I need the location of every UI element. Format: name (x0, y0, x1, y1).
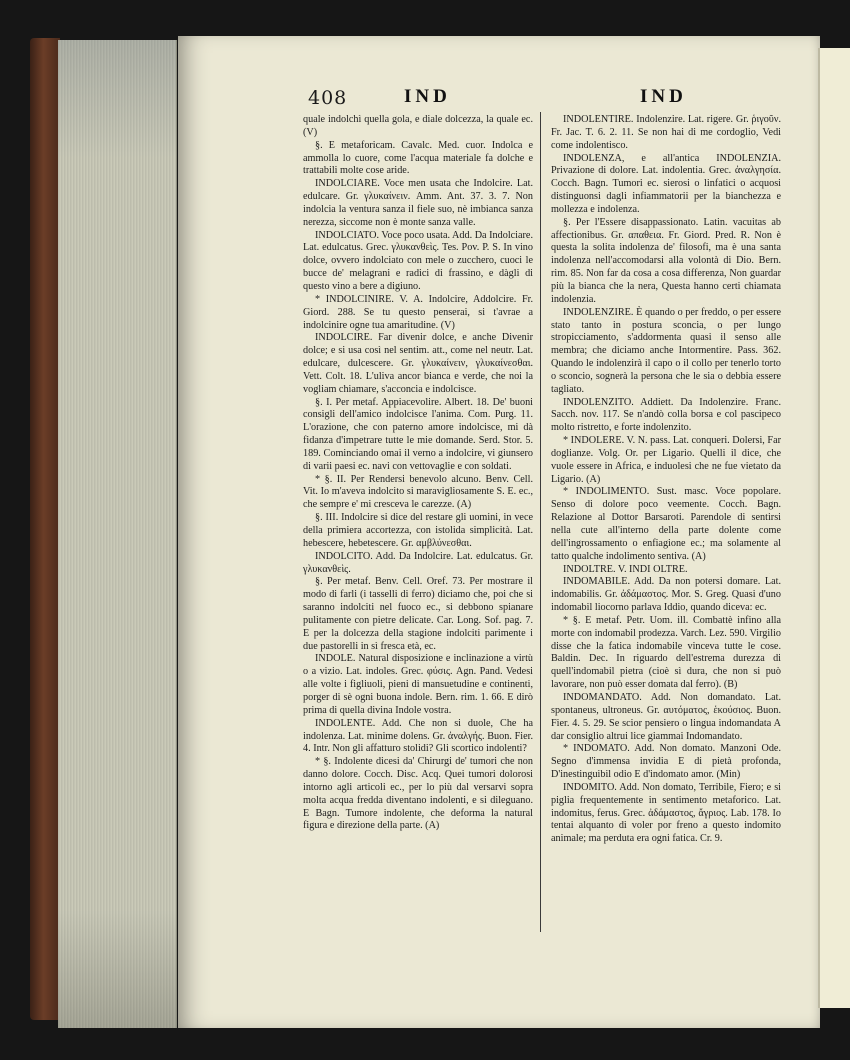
running-head-right: IND (640, 86, 687, 107)
left-column (303, 114, 533, 833)
entry-paragraph: INDOLENZITO. Addiett. Da Indolenzire. Franc. Sacch. nov. 117. Se n'andò colla borsa e col pascipeco molto ristretto, e forte indolenzito. (551, 396, 781, 434)
book-spine (30, 38, 60, 1020)
entry-paragraph: INDOLTRE. V. INDI OLTRE. (563, 563, 688, 575)
entry-paragraph: §. Per metaf. Benv. Cell. Oref. 73. Per mostrare il modo di farli (i tasselli di ferro) diciamo che, poi che si saranno indolciti nel fuoco ec., si debbono spianare pulitamente con pietre delicate. Car. Long. Sof. pag. 7. E per la dolcezza della stagione indolciti parimente i due pastorelli in sì fresca età, ec. (303, 576, 533, 652)
entry-paragraph: INDOMANDATO. Add. Non domandato. Lat. spontaneus, ultroneus. Gr. αυτόματος, ἑκούσιος. Buon. Fier. 4. 5. 29. Se scior pensiero o lingua indomandata A dar consiglio altrui lice giammai Indomandato. (551, 691, 781, 742)
entry-paragraph: INDOMITO. Add. Non domato, Terribile, Fiero; e si piglia frequentemente in sentimento metaforico. Lat. indomitus, ferus. Grec. ἀδάμαστος, ἄγριος. Lab. 178. Io tentai alquanto di voler por freno a questo indomito animale; ma perduta era ogni fatica. Cr. 9. (551, 781, 781, 845)
entry-paragraph: INDOMABILE. Add. Da non potersi domare. Lat. indomabilis. Gr. ἀδάμαστος. Mor. S. Greg. Quasi d'uno indomabil liocorno parlava Iddio, quando diceva: ec. (551, 576, 781, 614)
entry-paragraph: * §. II. Per Rendersi benevolo alcuno. Benv. Cell. Vit. Io m'aveva indolcito si maravigliosamente S. E. ec., che sempre e' mi cresceva le carezze. (A) (303, 473, 533, 511)
facing-page-edge (818, 48, 850, 1008)
entry-paragraph: INDOLCIRE. Far divenir dolce, e anche Divenir dolce; e si usa così nel sentim. att., come nel neutr. Lat. edulcare, dulcescere. Gr. γλυκαίνειν, γλυκαίνεσθαι. Vett. Colt. 18. L'uliva ancor bianca e verde, che noi la vogliam chiamare, s'acconcia e indolcisce. (303, 332, 533, 395)
entry-paragraph: * INDOLERE. V. N. pass. Lat. conqueri. Dolersi, Far doglianze. Volg. Or. per Ligario. Quelli il dice, che vuole essere in Africa, e induolesi che ne fue vietato da Ligario. (A) (551, 435, 781, 485)
entry-paragraph: INDOLE. Natural disposizione e inclinazione a virtù o a vizio. Lat. indoles. Grec. φύσις. Agn. Pand. Vedesi alle volte i figliuoli, pieni di mansuetudine e continenti, porger di sè ogni buona indole. Bern. rim. 1. 66. E dirò prima di quella divina Indole vostra. (303, 653, 533, 716)
column-divider (540, 112, 541, 932)
entry-paragraph: * INDOMATO. Add. Non domato. Manzoni Ode. Segno d'immensa invidia E di pietà profonda, D'inestinguibil odio E d'indomato amor. (Min) (551, 743, 781, 781)
entry-paragraph: * INDOLCINIRE. V. A. Indolcire, Addolcire. Fr. Giord. 288. Se tu questo penserai, si t'avrae a indolcinire ogne tua amaritudine. (V) (303, 293, 533, 331)
entry-paragraph: INDOLCIATO. Voce poco usata. Add. Da Indolciare. Lat. edulcatus. Grec. γλυκανθεὶς. Tes. Pov. P. S. In vino dolce, ovvero indolciato con mele o zucchero, cuoci le bucce de' melagrani e radici di frassino, e dàgli di questo vino a bere a digiuno. (303, 229, 533, 292)
entry-paragraph: §. E metaforicam. Cavalc. Med. cuor. Indolca e ammolla lo cuore, come l'acqua materiale fa dolche e trattabili molte cose aride. (303, 139, 533, 177)
entry-paragraph: INDOLENTE. Add. Che non si duole, Che ha indolenza. Lat. minime dolens. Gr. ἀναλγής. Buon. Fier. 4. Intr. Non gli affatturo stolidi? Gli scortico indolenti? (303, 717, 533, 755)
entry-paragraph: §. Per l'Essere disappassionato. Latin. vacuitas ab affectionibus. Gr. απαθεια. Fr. Giord. Pred. R. Non è questa la solita indolenza de' filosofi, ma è una santa indolenza nell'accomodarsi alla volontà di Dio. Bern. rim. 85. Non far da cosa a cosa differenza, Non guardar più la bianca che la nera, Questa hanno certi chiamata indolenzia. (551, 216, 781, 305)
page-number: 408 (308, 87, 348, 109)
entry-paragraph: * §. Indolente dicesi da' Chirurgi de' tumori che non danno dolore. Cocch. Disc. Acq. Quei tumori dolorosi intorno agli articoli ec., per lo più dal versarvi sopra molta acqua fredda diventano indolenti, e si dileguano. E Bagn. Tumore indolente, che deforma la natural figura e direzione della parte. (A) (303, 756, 533, 832)
entry-paragraph: * §. E metaf. Petr. Uom. ill. Combattè infino alla morte con indomabil prodezza. Varch. Lez. 590. Virgilio disse che la fatica indomabile vinceva tutte le cose. Baldin. Dec. In riguardo dell'estrema durezza di quell'indomabil pietra (cioè sì dura, che non si può lavorare, non può esser domata dal ferro). (B) (551, 614, 781, 691)
entry-paragraph: INDOLCITO. Add. Da Indolcire. Lat. edulcatus. Gr. γλυκανθεὶς. (303, 550, 533, 575)
entry-paragraph: INDOLENZIRE. È quando o per freddo, o per essere stato tanto in postura sconcia, o per lungo stropicciamento, s'addormenta quasi il senso alle membra; che diciamo anche Intormentire. Pass. 362. Quando le indolenzirà il capo o il collo per tenerlo torto o sconcio, sognerà la persona che le sia o debbia essere tagliato. (551, 306, 781, 395)
entry-paragraph: quale indolchì quella gola, e diale dolcezza, la quale ec. (V) (303, 114, 533, 138)
entry-paragraph: §. III. Indolcire si dice del restare gli uomini, in vece della primiera accortezza, con istolida simplicità. Lat. hebescere, hebetescere. Gr. αμβλύνεσθαι. (303, 512, 533, 549)
entry-paragraph: INDOLENZA, e all'antica INDOLENZIA. Privazione di dolore. Lat. indolentia. Grec. ἀναλγησία. Cocch. Bagn. Tumori ec. sierosi o linfatici o acquosi distinguonsi dagli infiammatorii per la bianchezza e mollezza e indolenza. (551, 152, 781, 215)
right-column (551, 114, 781, 846)
entry-paragraph: INDOLCIARE. Voce men usata che Indolcire. Lat. edulcare. Gr. γλυκαίνειν. Amm. Ant. 37. 3. 7. Non indolcia la ventura sanza il fiele suo, nè imbianca sanza nerezza, siccome non è monte sanza valle. (303, 178, 533, 228)
entry-paragraph: §. I. Per metaf. Appiacevolire. Albert. 18. De' buoni consigli dell'amico indolcisce l'anima. Com. Purg. 11. L'orazione, che con paterno amore indolcisce, mi dà fidanza d'impetrare tutte le mie domande. Serd. Stor. 5. 189. Cominciando omai il verno a indolcire, vi giunsero di varii paesi ec. navi con vettovaglie e con soldati. (303, 396, 533, 472)
entry-paragraph: INDOLENTIRE. Indolenzire. Lat. rigere. Gr. ῥιγοῦν. Fr. Jac. T. 6. 2. 11. Se non hai di me cordoglio, Vedi come indolentisco. (551, 114, 781, 151)
entry-paragraph: * INDOLIMENTO. Sust. masc. Voce popolare. Senso di dolore poco veemente. Cocch. Bagn. Relazione al Dottor Barsaroti. Parendole di sentirsi nella cute all'interno della parte dolente come dell'ingrossamento o enfiagione ec.; ma solamente al tatto qualche indolimento sentiva. (A) (551, 486, 781, 562)
running-head-left: IND (404, 86, 451, 107)
page-edges (58, 40, 177, 1028)
